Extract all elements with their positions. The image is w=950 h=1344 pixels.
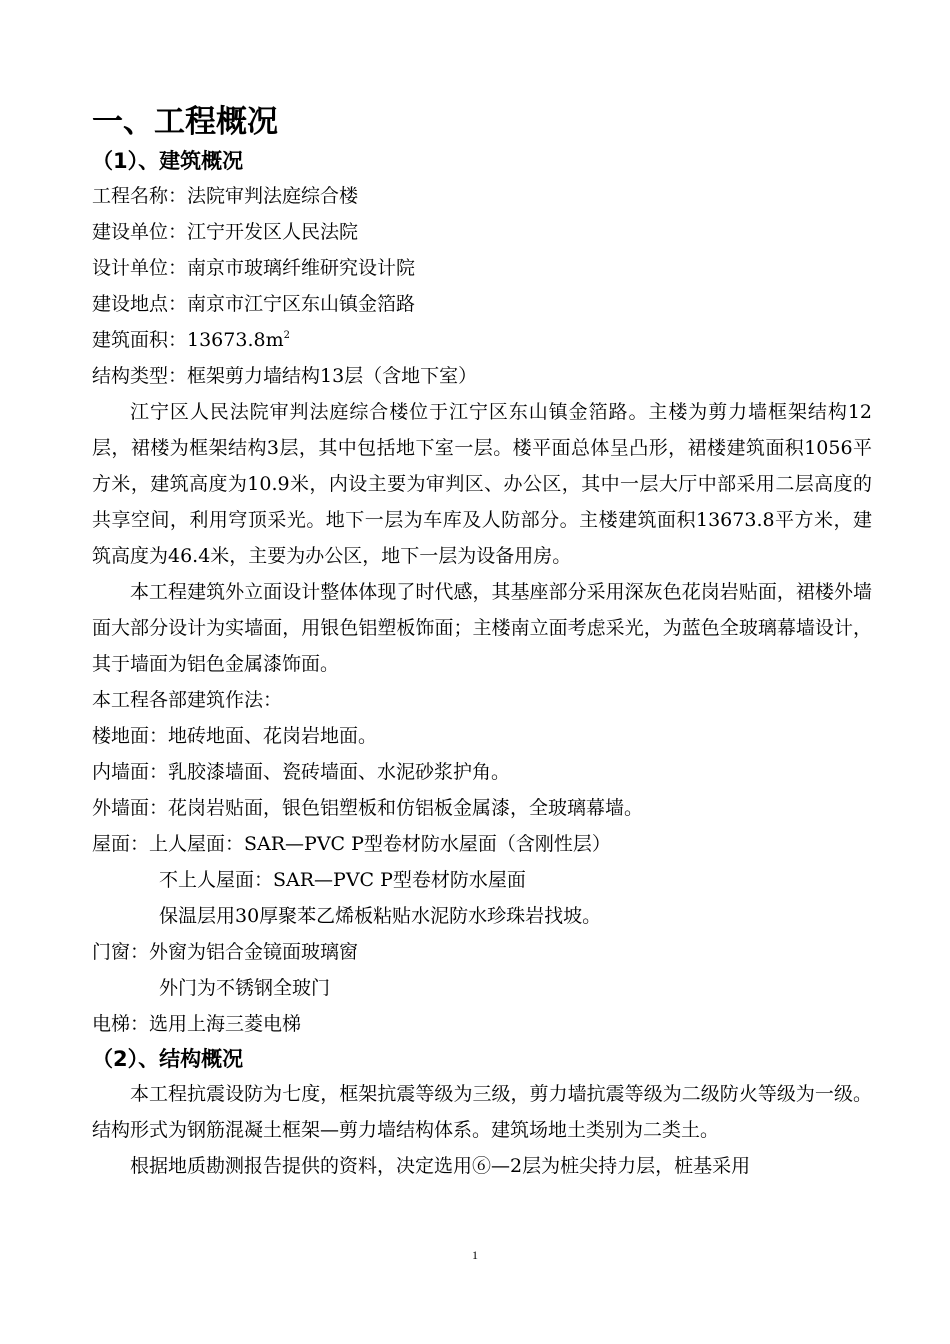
floor-line: 楼地面：地砖地面、花岗岩地面。 (92, 725, 378, 747)
area-text: 建筑面积：13673.8m (92, 329, 284, 351)
designer-line: 设计单位：南京市玻璃纤维研究设计院 (92, 257, 416, 279)
section-heading-structure: （2）、结构概况 (92, 1047, 244, 1071)
project-name-line: 工程名称：法院审判法庭综合楼 (92, 185, 359, 207)
section-heading-architecture: （1）、建筑概况 (92, 149, 244, 173)
page-content (92, 100, 872, 1184)
structure-paragraph-2: 根据地质勘测报告提供的资料，决定选用⑥—2层为桩尖持力层，桩基采用 (130, 1155, 751, 1177)
exterior-wall-line: 外墙面：花岗岩贴面，银色铝塑板和仿铝板金属漆，全玻璃幕墙。 (92, 797, 644, 819)
practices-title: 本工程各部建筑作法： (92, 689, 283, 711)
architecture-paragraph-1: 江宁区人民法院审判法庭综合楼位于江宁区东山镇金箔路。主楼为剪力墙框架结构12层，裙楼为框架结构3层，其中包括地下室一层。楼平面总体呈凸形，裙楼建筑面积1056平方米，建筑高度为10.9米，内设主要为审判区、办公区，其中一层大厅中部采用二层高度的共享空间，利用穹顶采光。地下一层为车库及人防部分。主楼建筑面积13673.8平方米，建筑高度为46.4米，主要为办公区，地下一层为设备用房。 (92, 401, 872, 567)
structure-type-line: 结构类型：框架剪力墙结构13层（含地下室） (92, 365, 478, 387)
roof-line-1: 屋面：上人屋面：SAR—PVC P型卷材防水屋面（含刚性层） (92, 833, 611, 855)
doors-line-2: 外门为不锈钢全玻门 (159, 977, 331, 999)
doors-line-1: 门窗：外窗为铝合金镜面玻璃窗 (92, 941, 359, 963)
main-heading: 一、工程概况 (92, 104, 278, 140)
roof-line-2: 不上人屋面：SAR—PVC P型卷材防水屋面 (159, 869, 526, 891)
elevator-line: 电梯：选用上海三菱电梯 (92, 1013, 302, 1035)
client-line: 建设单位：江宁开发区人民法院 (92, 221, 359, 243)
architecture-paragraph-2: 本工程建筑外立面设计整体体现了时代感，其基座部分采用深灰色花岗岩贴面，裙楼外墙面大部分设计为实墙面，用银色铝塑板饰面；主楼南立面考虑采光，为蓝色全玻璃幕墙设计，其于墙面为铝色金属漆饰面。 (92, 581, 872, 675)
area-superscript: 2 (283, 330, 290, 341)
page-number: 1 (472, 1248, 478, 1262)
structure-paragraph-1: 本工程抗震设防为七度，框架抗震等级为三级，剪力墙抗震等级为二级防火等级为一级。结构形式为钢筋混凝土框架—剪力墙结构体系。建筑场地土类别为二类土。 (92, 1083, 872, 1141)
area-line (92, 322, 872, 358)
interior-wall-line: 内墙面：乳胶漆墙面、瓷砖墙面、水泥砂浆护角。 (92, 761, 511, 783)
location-line: 建设地点：南京市江宁区东山镇金箔路 (92, 293, 416, 315)
roof-line-3: 保温层用30厚聚苯乙烯板粘贴水泥防水珍珠岩找坡。 (159, 905, 602, 927)
